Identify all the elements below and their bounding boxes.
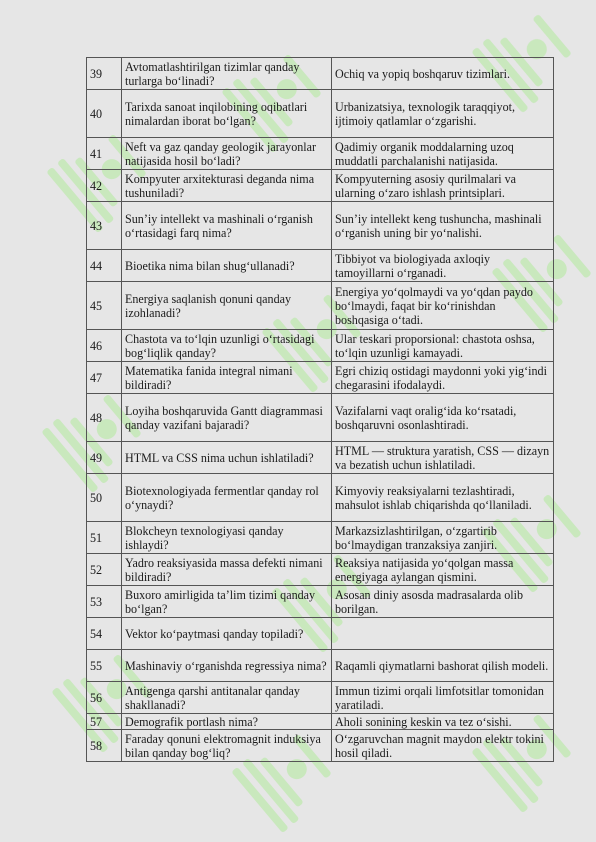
- answer-cell: Immun tizimi orqali limfotsitlar tomonidan yaratiladi.: [332, 682, 554, 714]
- question-cell: Sun’iy intellekt va mashinali o‘rganish o‘rtasidagi farq nima?: [122, 202, 332, 250]
- answer-cell: Reaksiya natijasida yo‘qolgan massa energiyaga aylangan qismini.: [332, 554, 554, 586]
- question-cell: HTML va CSS nima uchun ishlatiladi?: [122, 442, 332, 474]
- row-number: 56: [87, 682, 122, 714]
- table-row: [87, 522, 554, 554]
- row-number: 44: [87, 250, 122, 282]
- question-cell: Tarixda sanoat inqilobining oqibatlari nimalardan iborat bo‘lgan?: [122, 90, 332, 138]
- answer-cell: Qadimiy organik moddalarning uzoq muddatli parchalanishi natijasida.: [332, 138, 554, 170]
- question-cell: Yadro reaksiyasida massa defekti nimani bildiradi?: [122, 554, 332, 586]
- table-row: [87, 650, 554, 682]
- answer-cell: Energiya yo‘qolmaydi va yo‘qdan paydo bo‘lmaydi, faqat bir ko‘rinishdan boshqasiga o‘tadi.: [332, 282, 554, 330]
- table-row: [87, 394, 554, 442]
- answer-cell: Aholi sonining keskin va tez o‘sishi.: [332, 714, 554, 730]
- answer-cell: Egri chiziq ostidagi maydonni yoki yig‘indi chegarasini ifodalaydi.: [332, 362, 554, 394]
- row-number: 53: [87, 586, 122, 618]
- row-number: 49: [87, 442, 122, 474]
- table-row: [87, 442, 554, 474]
- row-number: 55: [87, 650, 122, 682]
- row-number: 57: [87, 714, 122, 730]
- question-cell: Avtomatlashtirilgan tizimlar qanday turlarga bo‘linadi?: [122, 58, 332, 90]
- table-row: [87, 138, 554, 170]
- question-cell: Blokcheyn texnologiyasi qanday ishlaydi?: [122, 522, 332, 554]
- table-row: [87, 682, 554, 714]
- answer-cell: Kimyoviy reaksiyalarni tezlashtiradi, mahsulot ishlab chiqarishda qo‘llaniladi.: [332, 474, 554, 522]
- table-row: [87, 730, 554, 762]
- question-cell: Energiya saqlanish qonuni qanday izohlanadi?: [122, 282, 332, 330]
- row-number: 54: [87, 618, 122, 650]
- row-number: 58: [87, 730, 122, 762]
- table-row: [87, 282, 554, 330]
- answer-cell: Vazifalarni vaqt oralig‘ida ko‘rsatadi, boshqaruvni osonlashtiradi.: [332, 394, 554, 442]
- row-number: 47: [87, 362, 122, 394]
- row-number: 50: [87, 474, 122, 522]
- question-cell: Antigenga qarshi antitanalar qanday shakllanadi?: [122, 682, 332, 714]
- table-row: [87, 250, 554, 282]
- question-cell: Kompyuter arxitekturasi deganda nima tushuniladi?: [122, 170, 332, 202]
- table-row: [87, 330, 554, 362]
- question-cell: Bioetika nima bilan shug‘ullanadi?: [122, 250, 332, 282]
- row-number: 52: [87, 554, 122, 586]
- table-row: [87, 170, 554, 202]
- table-row: [87, 618, 554, 650]
- table-row: [87, 586, 554, 618]
- question-cell: Neft va gaz qanday geologik jarayonlar natijasida hosil bo‘ladi?: [122, 138, 332, 170]
- answer-cell: Asosan diniy asosda madrasalarda olib borilgan.: [332, 586, 554, 618]
- answer-cell: Sun’iy intellekt keng tushuncha, mashinali o‘rganish uning bir yo‘nalishi.: [332, 202, 554, 250]
- answer-cell: [332, 618, 554, 650]
- question-cell: Loyiha boshqaruvida Gantt diagrammasi qanday vazifani bajaradi?: [122, 394, 332, 442]
- table-row: [87, 202, 554, 250]
- question-cell: Faraday qonuni elektromagnit induksiya bilan qanday bog‘liq?: [122, 730, 332, 762]
- answer-cell: HTML — struktura yaratish, CSS — dizayn va bezatish uchun ishlatiladi.: [332, 442, 554, 474]
- answer-cell: O‘zgaruvchan magnit maydon elektr tokini hosil qiladi.: [332, 730, 554, 762]
- row-number: 48: [87, 394, 122, 442]
- answer-cell: Raqamli qiymatlarni bashorat qilish modeli.: [332, 650, 554, 682]
- answer-cell: Ochiq va yopiq boshqaruv tizimlari.: [332, 58, 554, 90]
- question-cell: Biotexnologiyada fermentlar qanday rol o‘ynaydi?: [122, 474, 332, 522]
- row-number: 46: [87, 330, 122, 362]
- answer-cell: Urbanizatsiya, texnologik taraqqiyot, ijtimoiy qatlamlar o‘zgarishi.: [332, 90, 554, 138]
- question-cell: Chastota va to‘lqin uzunligi o‘rtasidagi bog‘liqlik qanday?: [122, 330, 332, 362]
- table-row: [87, 362, 554, 394]
- row-number: 51: [87, 522, 122, 554]
- row-number: 42: [87, 170, 122, 202]
- row-number: 39: [87, 58, 122, 90]
- question-cell: Vektor ko‘paytmasi qanday topiladi?: [122, 618, 332, 650]
- answer-cell: Tibbiyot va biologiyada axloqiy tamoyillarni o‘rganadi.: [332, 250, 554, 282]
- table-row: [87, 714, 554, 730]
- answer-cell: Markazsizlashtirilgan, o‘zgartirib bo‘lmaydigan tranzaksiya zanjiri.: [332, 522, 554, 554]
- question-cell: Matematika fanida integral nimani bildiradi?: [122, 362, 332, 394]
- row-number: 43: [87, 202, 122, 250]
- row-number: 41: [87, 138, 122, 170]
- row-number: 45: [87, 282, 122, 330]
- row-number: 40: [87, 90, 122, 138]
- table-row: [87, 90, 554, 138]
- answer-cell: Ular teskari proporsional: chastota oshsa, to‘lqin uzunligi kamayadi.: [332, 330, 554, 362]
- question-cell: Mashinaviy o‘rganishda regressiya nima?: [122, 650, 332, 682]
- qa-table: [86, 57, 554, 762]
- question-cell: Demografik portlash nima?: [122, 714, 332, 730]
- answer-cell: Kompyuterning asosiy qurilmalari va ularning o‘zaro ishlash printsiplari.: [332, 170, 554, 202]
- question-cell: Buxoro amirligida ta’lim tizimi qanday bo‘lgan?: [122, 586, 332, 618]
- table-row: [87, 474, 554, 522]
- table-row: [87, 58, 554, 90]
- table-row: [87, 554, 554, 586]
